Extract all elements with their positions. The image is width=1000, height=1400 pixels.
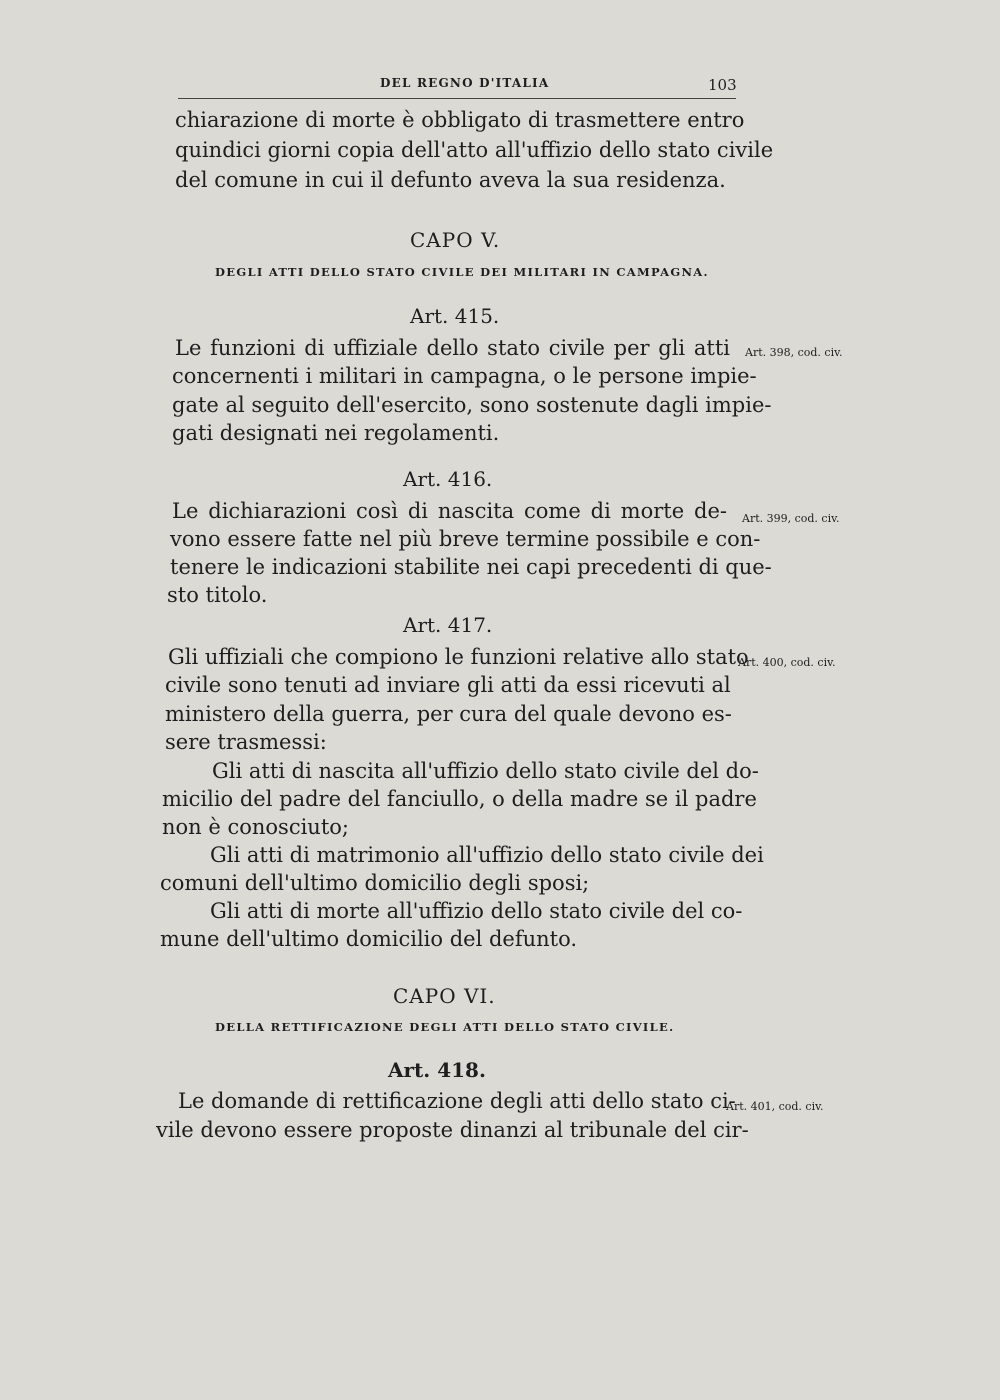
article-line: comuni dell'ultimo domicilio degli sposi; xyxy=(160,871,590,895)
margin-note: Art. 401, cod. civ. xyxy=(726,1100,824,1113)
article-line: Le funzioni di uffiziale dello stato civile per gli atti xyxy=(175,336,730,360)
margin-note: Art. 400, cod. civ. xyxy=(738,656,836,669)
article-heading: Art. 418. xyxy=(388,1058,486,1082)
article-line: sere trasmessi: xyxy=(165,730,327,754)
page-number: 103 xyxy=(708,76,737,94)
chapter-subtitle: DELLA RETTIFICAZIONE DEGLI ATTI DELLO STATO CIVILE. xyxy=(215,1020,675,1034)
article-line: Gli uffiziali che compiono le funzioni relative allo stato xyxy=(168,645,749,669)
article-line: tenere le indicazioni stabilite nei capi precedenti di que- xyxy=(170,555,772,579)
article-heading: Art. 415. xyxy=(410,304,500,328)
article-line: gate al seguito dell'esercito, sono sostenute dagli impie- xyxy=(172,393,772,417)
article-line: Gli atti di morte all'uffizio dello stato civile del co- xyxy=(210,899,743,923)
article-line: Le domande di rettificazione degli atti dello stato ci- xyxy=(178,1089,736,1113)
header-rule xyxy=(178,98,736,99)
article-line: vile devono essere proposte dinanzi al tribunale del cir- xyxy=(156,1118,749,1142)
intro-line: quindici giorni copia dell'atto all'uffizio dello stato civile xyxy=(175,138,774,162)
article-line: non è conosciuto; xyxy=(162,815,349,839)
chapter-title: CAPO VI. xyxy=(393,984,496,1008)
article-line: mune dell'ultimo domicilio del defunto. xyxy=(160,927,578,951)
running-title: DEL REGNO D'ITALIA xyxy=(380,76,550,90)
article-line: Le dichiarazioni così di nascita come di morte de- xyxy=(172,499,727,523)
intro-line: del comune in cui il defunto aveva la sua residenza. xyxy=(175,168,726,192)
article-line: sto titolo. xyxy=(167,583,268,607)
article-line: micilio del padre del fanciullo, o della madre se il padre xyxy=(162,787,757,811)
margin-note: Art. 399, cod. civ. xyxy=(742,512,840,525)
chapter-title: CAPO V. xyxy=(410,228,501,252)
article-line: gati designati nei regolamenti. xyxy=(172,421,500,445)
chapter-subtitle: DEGLI ATTI DELLO STATO CIVILE DEI MILITARI IN CAMPAGNA. xyxy=(215,265,709,279)
article-line: Gli atti di nascita all'uffizio dello stato civile del do- xyxy=(212,759,759,783)
article-heading: Art. 417. xyxy=(403,613,493,637)
article-line: civile sono tenuti ad inviare gli atti da essi ricevuti al xyxy=(165,673,731,697)
article-line: ministero della guerra, per cura del quale devono es- xyxy=(165,702,732,726)
margin-note: Art. 398, cod. civ. xyxy=(745,346,843,359)
intro-line: chiarazione di morte è obbligato di trasmettere entro xyxy=(175,108,745,132)
article-line: concernenti i militari in campagna, o le persone impie- xyxy=(172,364,757,388)
article-line: vono essere fatte nel più breve termine possibile e con- xyxy=(170,527,761,551)
article-line: Gli atti di matrimonio all'uffizio dello stato civile dei xyxy=(210,843,764,867)
article-heading: Art. 416. xyxy=(403,467,493,491)
